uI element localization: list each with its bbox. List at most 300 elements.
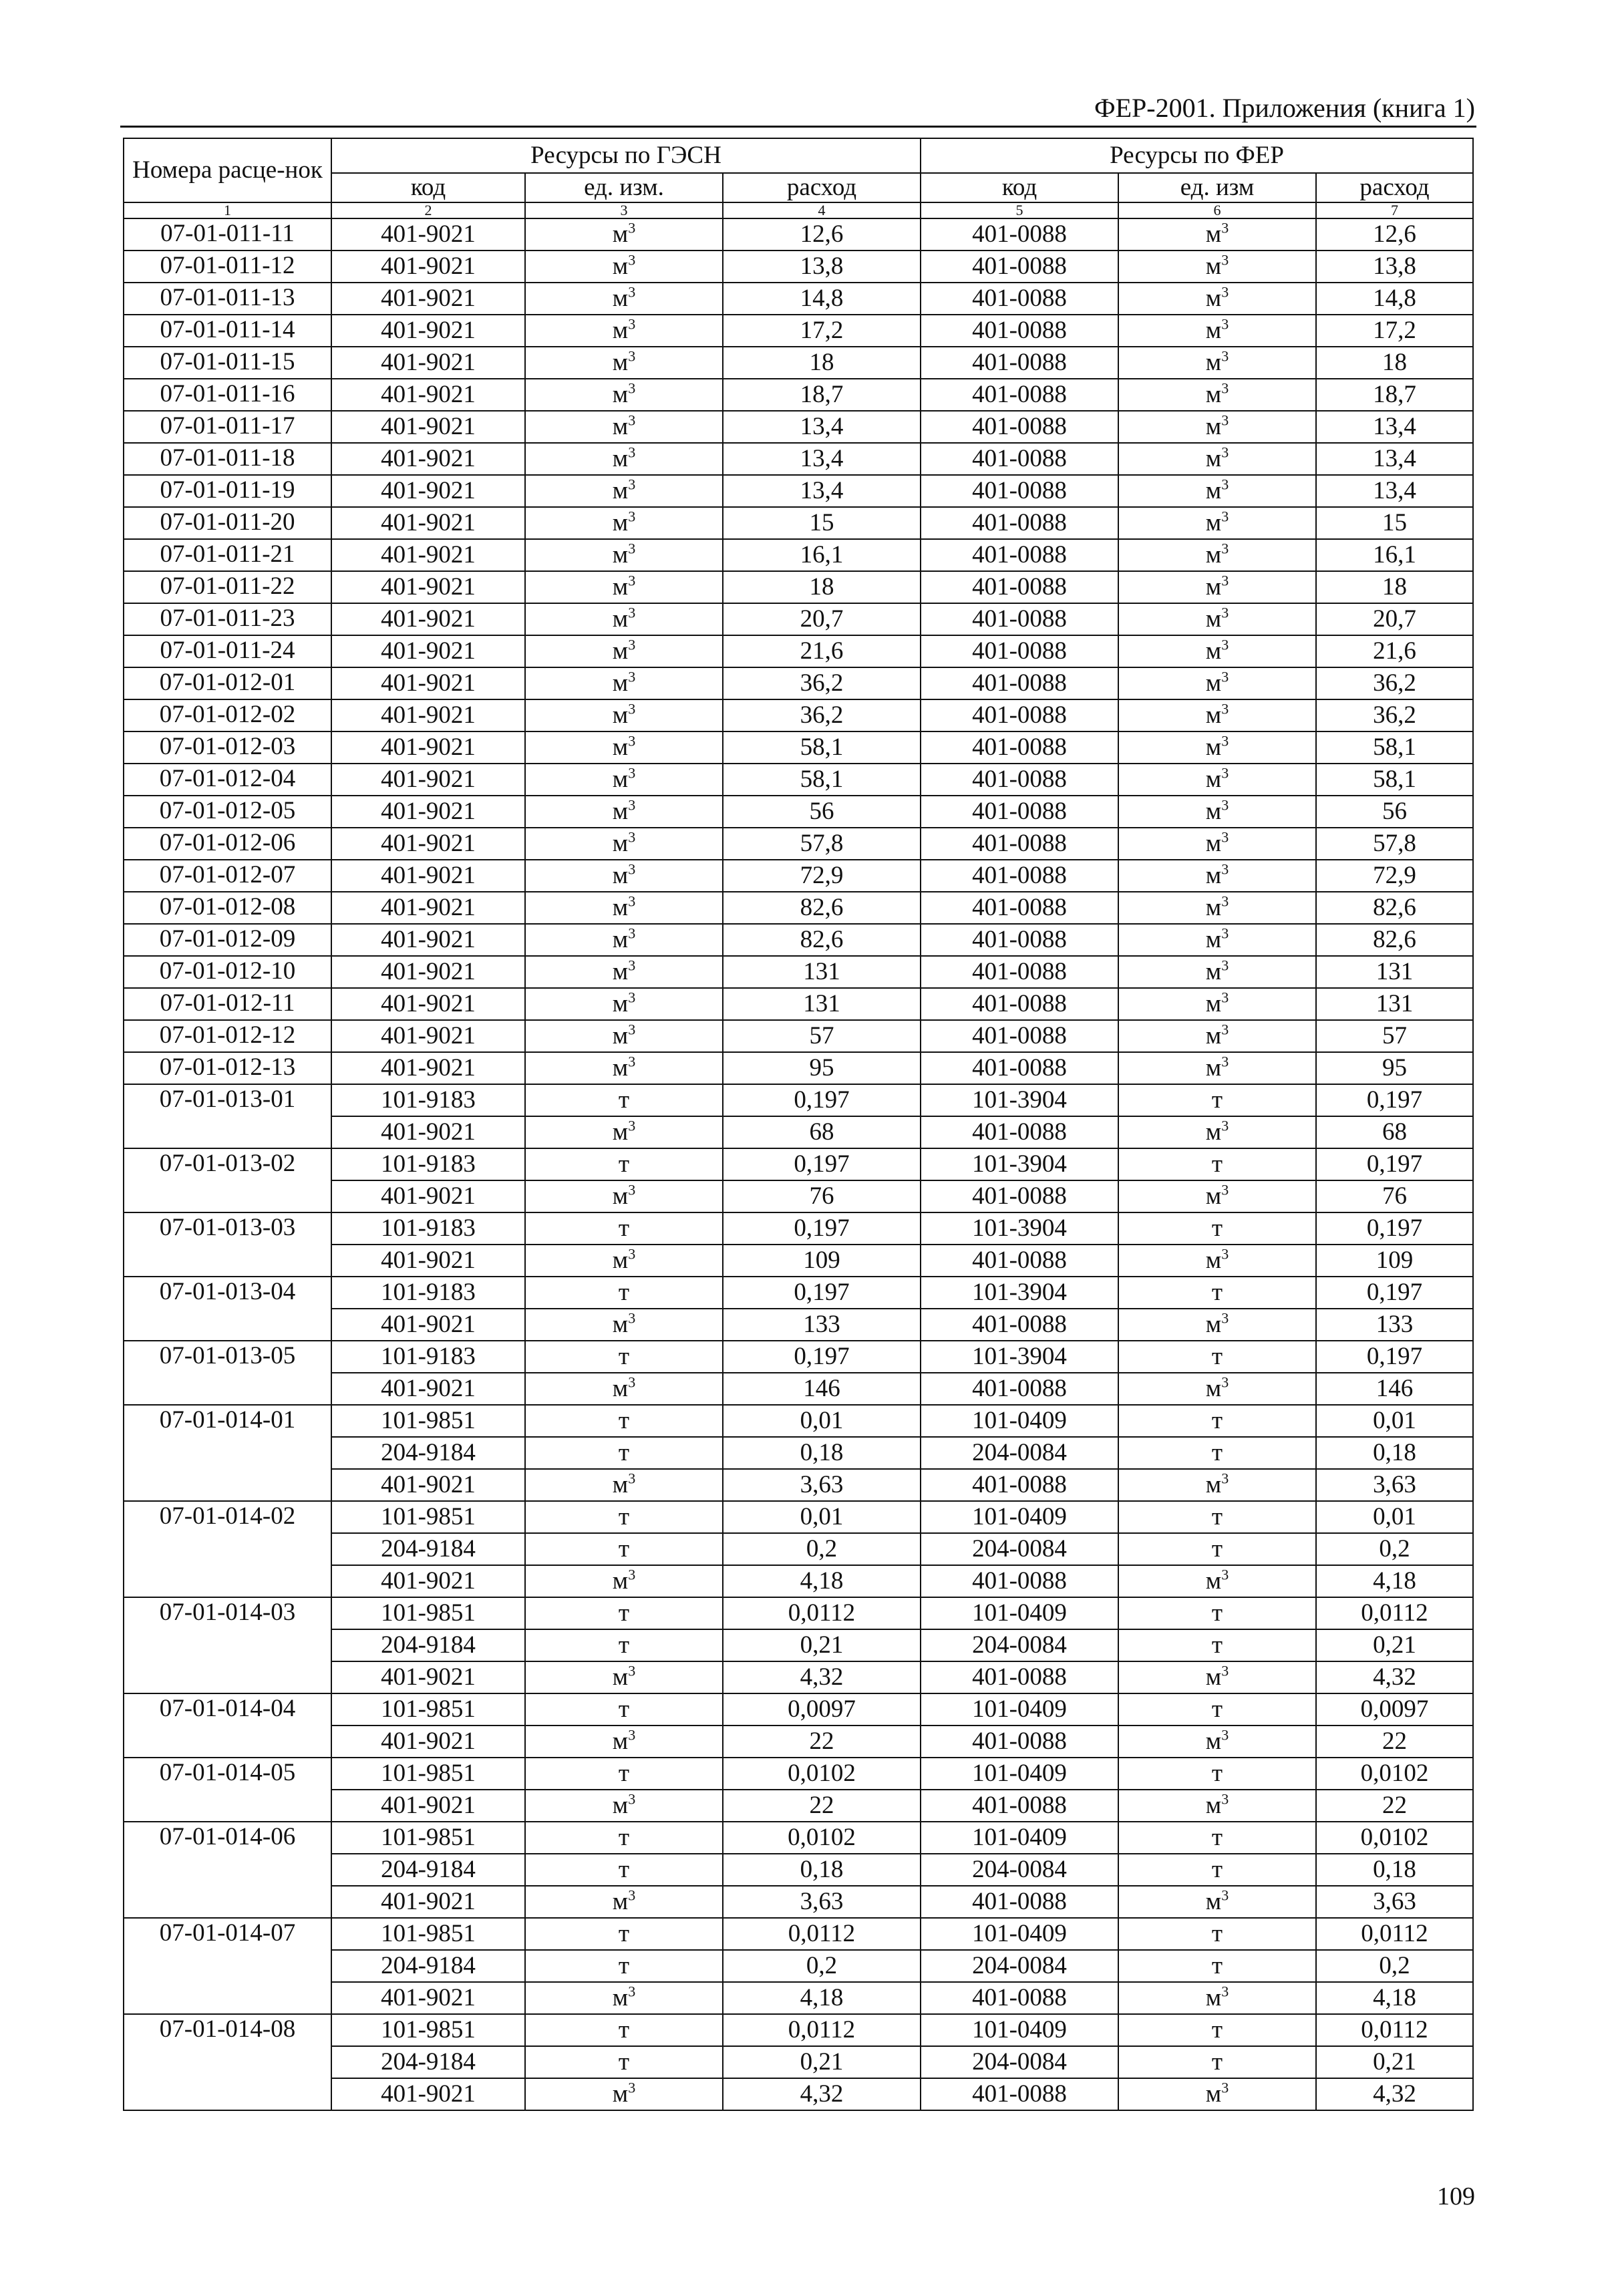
gesn-code-cell: 401-9021 (331, 1661, 525, 1693)
unit-superscript: 3 (1221, 1117, 1229, 1134)
fer-unit-cell (1118, 283, 1316, 315)
gesn-unit-cell (525, 1918, 723, 1950)
fer-qty-cell: 133 (1316, 1309, 1473, 1341)
unit-superscript: 3 (628, 828, 636, 846)
unit-label: м (612, 509, 629, 536)
rate-number-cell: 07-01-014-07 (124, 1918, 331, 1950)
gesn-code-cell: 401-9021 (331, 1469, 525, 1501)
unit-superscript: 3 (1221, 476, 1229, 493)
gesn-code-cell: 401-9021 (331, 411, 525, 443)
rate-number-cell (124, 1469, 331, 1501)
rate-number-cell: 07-01-013-04 (124, 1277, 331, 1309)
gesn-qty-cell: 109 (723, 1245, 921, 1277)
unit-label: м (612, 862, 629, 889)
fer-unit-cell (1118, 1726, 1316, 1758)
fer-code-cell: 204-0084 (921, 1533, 1118, 1565)
table-row (124, 1052, 1473, 1084)
unit-superscript: 3 (628, 1309, 636, 1327)
table-row (124, 2046, 1473, 2078)
unit-label: м (612, 1375, 629, 1402)
fer-code-cell: 401-0088 (921, 1020, 1118, 1052)
gesn-code-cell: 401-9021 (331, 315, 525, 347)
unit-superscript: 3 (628, 540, 636, 557)
fer-qty-cell: 18 (1316, 571, 1473, 603)
rate-number-cell (124, 1565, 331, 1597)
fer-qty-cell: 57,8 (1316, 828, 1473, 860)
unit-superscript: 3 (1221, 892, 1229, 910)
fer-unit-cell (1118, 315, 1316, 347)
gesn-unit-cell (525, 1758, 723, 1790)
unit-label: м (1205, 798, 1222, 825)
fer-unit-header: ед. изм (1118, 173, 1316, 202)
fer-qty-cell: 0,0112 (1316, 2014, 1473, 2046)
unit-superscript: 3 (1221, 668, 1229, 685)
fer-qty-header: расход (1316, 173, 1473, 202)
gesn-code-cell: 401-9021 (331, 1180, 525, 1212)
gesn-qty-cell: 133 (723, 1309, 921, 1341)
unit-label: м (1205, 701, 1222, 729)
fer-unit-cell (1118, 860, 1316, 892)
fer-unit-cell (1118, 507, 1316, 539)
gesn-code-cell: 401-9021 (331, 1052, 525, 1084)
gesn-qty-cell: 0,0112 (723, 1918, 921, 1950)
unit-label: м (612, 926, 629, 953)
unit-superscript: 3 (628, 1662, 636, 1679)
unit-superscript: 3 (628, 283, 636, 301)
column-number: 6 (1118, 202, 1316, 218)
unit-label: т (1211, 1503, 1223, 1530)
gesn-qty-cell: 56 (723, 796, 921, 828)
gesn-code-cell: 401-9021 (331, 379, 525, 411)
unit-label: т (618, 1279, 630, 1306)
rate-number-cell: 07-01-014-04 (124, 1693, 331, 1726)
gesn-unit-cell (525, 1629, 723, 1661)
unit-label: м (1205, 253, 1222, 280)
fer-code-cell: 401-0088 (921, 667, 1118, 699)
fer-qty-cell: 13,8 (1316, 251, 1473, 283)
unit-label: м (1205, 733, 1222, 761)
rate-number-cell: 07-01-014-02 (124, 1501, 331, 1533)
fer-code-cell: 401-0088 (921, 411, 1118, 443)
unit-superscript: 3 (1221, 1309, 1229, 1327)
unit-superscript: 3 (628, 315, 636, 333)
unit-label: м (612, 1984, 629, 2011)
unit-label: м (1205, 637, 1222, 665)
gesn-unit-cell (525, 315, 723, 347)
unit-superscript: 3 (628, 764, 636, 782)
unit-label: м (612, 733, 629, 761)
gesn-code-cell: 401-9021 (331, 1982, 525, 2014)
fer-qty-cell: 0,01 (1316, 1501, 1473, 1533)
fer-qty-cell: 15 (1316, 507, 1473, 539)
table-row (124, 635, 1473, 667)
fer-code-cell: 401-0088 (921, 379, 1118, 411)
fer-code-cell: 401-0088 (921, 1180, 1118, 1212)
gesn-unit-cell (525, 892, 723, 924)
fer-code-cell: 101-0409 (921, 1822, 1118, 1854)
unit-label: т (618, 1535, 630, 1563)
gesn-unit-cell (525, 1597, 723, 1629)
fer-unit-cell (1118, 956, 1316, 988)
fer-qty-cell: 0,0097 (1316, 1693, 1473, 1726)
gesn-unit-cell (525, 1309, 723, 1341)
gesn-qty-cell: 0,197 (723, 1341, 921, 1373)
fer-unit-cell (1118, 1212, 1316, 1245)
fer-qty-cell: 68 (1316, 1116, 1473, 1148)
gesn-qty-cell: 0,2 (723, 1950, 921, 1982)
gesn-unit-cell (525, 731, 723, 764)
unit-label: м (612, 349, 629, 376)
unit-superscript: 3 (628, 1726, 636, 1744)
unit-label: т (618, 1214, 630, 1242)
fer-code-cell: 401-0088 (921, 731, 1118, 764)
gesn-unit-cell (525, 699, 723, 731)
table-row (124, 1758, 1473, 1790)
rate-number-cell: 07-01-013-03 (124, 1212, 331, 1245)
gesn-code-cell: 101-9851 (331, 2014, 525, 2046)
unit-label: м (1205, 862, 1222, 889)
fer-qty-cell: 0,197 (1316, 1084, 1473, 1116)
gesn-qty-cell: 4,32 (723, 1661, 921, 1693)
table-row (124, 603, 1473, 635)
unit-superscript: 3 (628, 1181, 636, 1198)
unit-label: т (618, 1599, 630, 1627)
fer-qty-cell: 0,197 (1316, 1277, 1473, 1309)
fer-qty-cell: 0,18 (1316, 1437, 1473, 1469)
table-row (124, 1309, 1473, 1341)
gesn-unit-cell (525, 379, 723, 411)
unit-superscript: 3 (1221, 957, 1229, 974)
gesn-unit-cell (525, 1661, 723, 1693)
unit-label: т (1211, 2016, 1223, 2043)
rate-number-cell: 07-01-014-01 (124, 1405, 331, 1437)
unit-label: м (1205, 1984, 1222, 2011)
fer-unit-cell (1118, 1277, 1316, 1309)
fer-qty-cell: 57 (1316, 1020, 1473, 1052)
fer-qty-cell: 0,197 (1316, 1341, 1473, 1373)
fer-unit-cell (1118, 251, 1316, 283)
unit-label: т (1211, 1439, 1223, 1466)
rate-number-cell (124, 2046, 331, 2078)
unit-superscript: 3 (1221, 700, 1229, 717)
gesn-unit-cell (525, 1886, 723, 1918)
unit-label: м (612, 798, 629, 825)
gesn-unit-cell (525, 988, 723, 1020)
unit-label: м (612, 381, 629, 408)
fer-unit-cell (1118, 443, 1316, 475)
table-body (124, 218, 1473, 2110)
gesn-code-cell: 101-9183 (331, 1212, 525, 1245)
fer-unit-cell (1118, 1565, 1316, 1597)
table-row (124, 411, 1473, 443)
unit-label: м (612, 990, 629, 1017)
gesn-code-cell: 401-9021 (331, 347, 525, 379)
unit-superscript: 3 (628, 476, 636, 493)
unit-superscript: 3 (1221, 1566, 1229, 1583)
rate-number-cell: 07-01-011-24 (124, 635, 331, 667)
table-row (124, 507, 1473, 539)
fer-qty-cell: 58,1 (1316, 764, 1473, 796)
fer-qty-cell: 13,4 (1316, 411, 1473, 443)
fer-unit-cell (1118, 379, 1316, 411)
rate-number-cell: 07-01-014-08 (124, 2014, 331, 2046)
unit-label: м (612, 1247, 629, 1274)
unit-label: т (1211, 2048, 1223, 2076)
rate-number-cell (124, 1373, 331, 1405)
gesn-qty-cell: 4,18 (723, 1565, 921, 1597)
fer-code-cell: 401-0088 (921, 1245, 1118, 1277)
unit-label: м (1205, 1728, 1222, 1755)
unit-label: м (1205, 1182, 1222, 1210)
unit-label: т (1211, 1150, 1223, 1178)
gesn-qty-cell: 18 (723, 571, 921, 603)
gesn-unit-cell (525, 283, 723, 315)
table-row (124, 1822, 1473, 1854)
table-row (124, 796, 1473, 828)
fer-qty-cell: 0,21 (1316, 2046, 1473, 2078)
rate-numbers-header: Номера расце-нок (124, 138, 331, 202)
unit-superscript: 3 (628, 1117, 636, 1134)
gesn-unit-cell (525, 2078, 723, 2110)
unit-label: т (618, 1824, 630, 1851)
unit-superscript: 3 (628, 1470, 636, 1487)
fer-code-cell: 101-0409 (921, 1693, 1118, 1726)
fer-unit-cell (1118, 1886, 1316, 1918)
table-row (124, 1790, 1473, 1822)
gesn-unit-cell (525, 1469, 723, 1501)
fer-code-cell: 101-0409 (921, 1918, 1118, 1950)
unit-superscript: 3 (628, 957, 636, 974)
fer-unit-cell (1118, 1693, 1316, 1726)
fer-qty-cell: 18,7 (1316, 379, 1473, 411)
rate-number-cell: 07-01-012-11 (124, 988, 331, 1020)
gesn-code-cell: 401-9021 (331, 475, 525, 507)
gesn-unit-cell (525, 1212, 723, 1245)
fer-unit-cell (1118, 667, 1316, 699)
rate-number-cell: 07-01-013-05 (124, 1341, 331, 1373)
gesn-qty-cell: 20,7 (723, 603, 921, 635)
table-row (124, 2014, 1473, 2046)
gesn-code-cell: 401-9021 (331, 1790, 525, 1822)
rate-number-cell: 07-01-011-17 (124, 411, 331, 443)
fer-qty-cell: 0,0102 (1316, 1758, 1473, 1790)
fer-code-cell: 401-0088 (921, 315, 1118, 347)
unit-label: м (612, 1022, 629, 1049)
fer-code-cell: 204-0084 (921, 1437, 1118, 1469)
unit-superscript: 3 (1221, 1373, 1229, 1391)
unit-label: м (612, 317, 629, 344)
gesn-unit-cell (525, 860, 723, 892)
fer-qty-cell: 0,2 (1316, 1533, 1473, 1565)
fer-qty-cell: 0,0112 (1316, 1918, 1473, 1950)
unit-label: м (1205, 1375, 1222, 1402)
gesn-code-cell: 401-9021 (331, 731, 525, 764)
gesn-code-cell: 401-9021 (331, 956, 525, 988)
rate-number-cell (124, 1982, 331, 2014)
column-number: 5 (921, 202, 1118, 218)
table-row (124, 988, 1473, 1020)
column-number: 1 (124, 202, 331, 218)
gesn-qty-cell: 15 (723, 507, 921, 539)
unit-label: м (612, 285, 629, 312)
gesn-qty-cell: 131 (723, 988, 921, 1020)
unit-label: т (618, 1952, 630, 1979)
table-row (124, 699, 1473, 731)
fer-code-cell: 401-0088 (921, 1726, 1118, 1758)
rate-number-cell: 07-01-011-22 (124, 571, 331, 603)
fer-code-cell: 401-0088 (921, 507, 1118, 539)
fer-qty-cell: 13,4 (1316, 443, 1473, 475)
gesn-code-cell: 401-9021 (331, 1020, 525, 1052)
unit-superscript: 3 (628, 572, 636, 589)
table-row (124, 1180, 1473, 1212)
rate-number-cell: 07-01-012-08 (124, 892, 331, 924)
unit-superscript: 3 (1221, 925, 1229, 942)
gesn-qty-cell: 58,1 (723, 764, 921, 796)
table-row (124, 1212, 1473, 1245)
unit-superscript: 3 (1221, 379, 1229, 397)
unit-superscript: 3 (1221, 2079, 1229, 2096)
fer-unit-cell (1118, 571, 1316, 603)
unit-superscript: 3 (628, 1566, 636, 1583)
unit-label: м (1205, 926, 1222, 953)
unit-superscript: 3 (628, 892, 636, 910)
unit-label: м (1205, 541, 1222, 568)
gesn-unit-cell (525, 2014, 723, 2046)
unit-label: т (1211, 1214, 1223, 1242)
fer-qty-cell: 76 (1316, 1180, 1473, 1212)
gesn-code-cell: 401-9021 (331, 2078, 525, 2110)
unit-label: т (1211, 1407, 1223, 1434)
unit-label: м (612, 894, 629, 921)
gesn-unit-cell (525, 251, 723, 283)
rate-number-cell: 07-01-011-16 (124, 379, 331, 411)
column-number: 3 (525, 202, 723, 218)
gesn-qty-cell: 72,9 (723, 860, 921, 892)
unit-label: м (1205, 1311, 1222, 1338)
unit-superscript: 3 (628, 860, 636, 878)
table-row (124, 1341, 1473, 1373)
rate-number-cell: 07-01-011-14 (124, 315, 331, 347)
gesn-unit-cell (525, 1533, 723, 1565)
table-row (124, 1148, 1473, 1180)
gesn-code-cell: 401-9021 (331, 251, 525, 283)
unit-superscript: 3 (628, 412, 636, 429)
fer-qty-cell: 131 (1316, 956, 1473, 988)
fer-qty-cell: 82,6 (1316, 924, 1473, 956)
unit-superscript: 3 (628, 2079, 636, 2096)
gesn-unit-cell (525, 1277, 723, 1309)
unit-label: т (618, 1439, 630, 1466)
rate-number-cell: 07-01-012-01 (124, 667, 331, 699)
unit-label: т (1211, 1760, 1223, 1787)
unit-superscript: 3 (628, 668, 636, 685)
rate-number-cell (124, 1661, 331, 1693)
unit-label: м (1205, 573, 1222, 601)
unit-superscript: 3 (1221, 540, 1229, 557)
unit-superscript: 3 (1221, 1053, 1229, 1070)
gesn-unit-cell (525, 828, 723, 860)
rate-number-cell: 07-01-012-09 (124, 924, 331, 956)
table-row (124, 1084, 1473, 1116)
gesn-qty-cell: 0,197 (723, 1084, 921, 1116)
unit-label: м (612, 1888, 629, 1915)
table-row (124, 443, 1473, 475)
rate-number-cell (124, 1726, 331, 1758)
unit-label: т (1211, 1599, 1223, 1627)
gesn-unit-cell (525, 1854, 723, 1886)
gesn-qty-cell: 0,0102 (723, 1822, 921, 1854)
unit-label: т (618, 1631, 630, 1659)
unit-label: м (612, 445, 629, 472)
gesn-code-cell: 401-9021 (331, 1116, 525, 1148)
gesn-code-cell: 401-9021 (331, 828, 525, 860)
gesn-unit-cell (525, 1180, 723, 1212)
gesn-unit-cell (525, 667, 723, 699)
table-row (124, 1245, 1473, 1277)
fer-unit-cell (1118, 1950, 1316, 1982)
fer-code-cell: 401-0088 (921, 828, 1118, 860)
unit-label: м (612, 1471, 629, 1498)
unit-label: м (1205, 2080, 1222, 2108)
fer-unit-cell (1118, 699, 1316, 731)
table-row (124, 1533, 1473, 1565)
gesn-qty-cell: 13,4 (723, 411, 921, 443)
gesn-qty-cell: 16,1 (723, 539, 921, 571)
gesn-code-cell: 204-9184 (331, 1854, 525, 1886)
fer-unit-cell (1118, 1629, 1316, 1661)
fer-qty-cell: 13,4 (1316, 475, 1473, 507)
gesn-unit-cell (525, 411, 723, 443)
table-row (124, 1693, 1473, 1726)
fer-unit-cell (1118, 764, 1316, 796)
gesn-qty-cell: 14,8 (723, 283, 921, 315)
gesn-code-cell: 204-9184 (331, 1437, 525, 1469)
gesn-qty-cell: 36,2 (723, 699, 921, 731)
fer-qty-cell: 22 (1316, 1790, 1473, 1822)
table-row (124, 828, 1473, 860)
gesn-code-cell: 204-9184 (331, 1533, 525, 1565)
gesn-code-cell: 204-9184 (331, 2046, 525, 2078)
gesn-unit-cell (525, 796, 723, 828)
gesn-code-cell: 401-9021 (331, 988, 525, 1020)
unit-superscript: 3 (1221, 1021, 1229, 1038)
table-row (124, 1116, 1473, 1148)
table-row (124, 731, 1473, 764)
table-row (124, 1950, 1473, 1982)
unit-superscript: 3 (628, 796, 636, 814)
gesn-unit-cell (525, 1565, 723, 1597)
gesn-unit-cell (525, 764, 723, 796)
gesn-unit-cell (525, 1373, 723, 1405)
fer-code-cell: 401-0088 (921, 860, 1118, 892)
gesn-unit-cell (525, 1726, 723, 1758)
unit-superscript: 3 (1221, 1181, 1229, 1198)
gesn-code-cell: 401-9021 (331, 1373, 525, 1405)
unit-superscript: 3 (628, 989, 636, 1006)
gesn-unit-cell (525, 1790, 723, 1822)
fer-unit-cell (1118, 1533, 1316, 1565)
unit-label: т (618, 1920, 630, 1947)
gesn-qty-cell: 22 (723, 1790, 921, 1822)
gesn-code-cell: 401-9021 (331, 699, 525, 731)
page-number: 109 (1437, 2182, 1475, 2210)
fer-code-cell: 401-0088 (921, 539, 1118, 571)
fer-qty-cell: 131 (1316, 988, 1473, 1020)
table-row (124, 1405, 1473, 1437)
fer-qty-cell: 0,01 (1316, 1405, 1473, 1437)
rate-number-cell: 07-01-012-05 (124, 796, 331, 828)
